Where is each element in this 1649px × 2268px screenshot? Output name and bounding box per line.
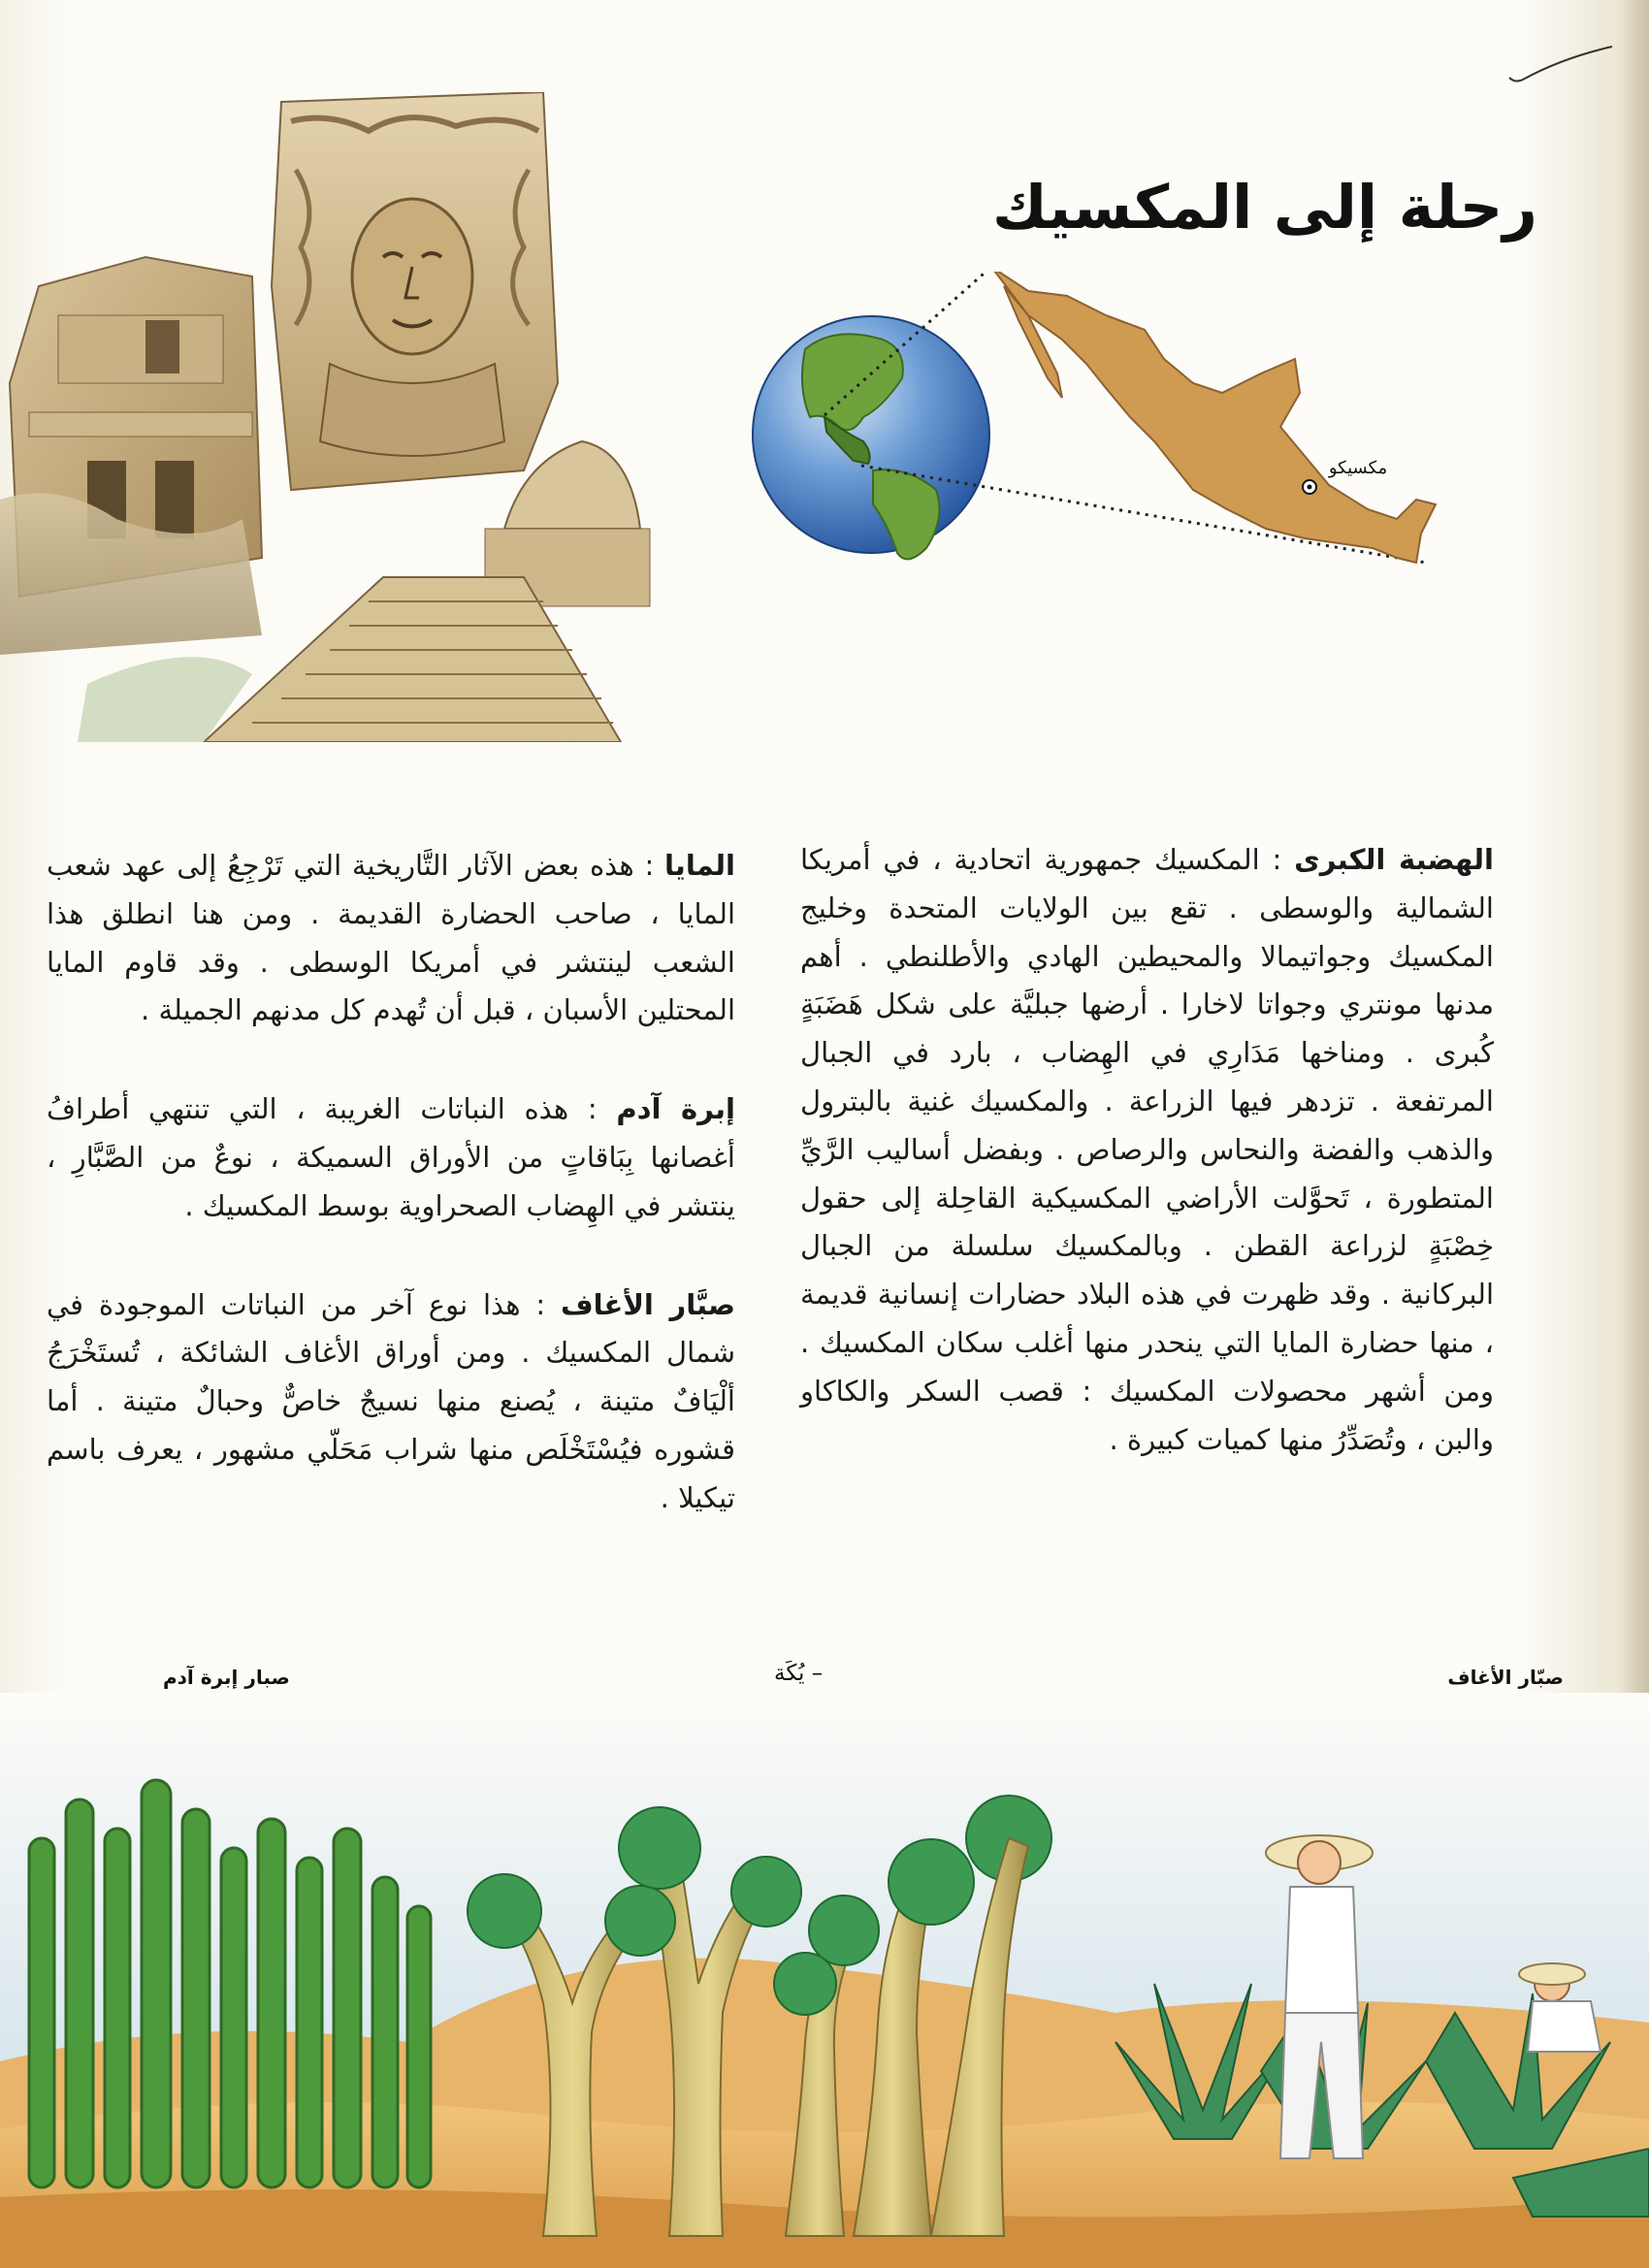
paragraph-great-plateau: [800, 836, 1494, 1464]
term-great-plateau: الهضبة الكبرى: [1294, 843, 1494, 876]
term-adams-needle: إبرة آدم: [616, 1092, 735, 1126]
paragraph-maya: [47, 842, 735, 1035]
paragraph-adams-needle: [47, 1085, 735, 1230]
label-cactus: صبار إبرة آدم: [163, 1666, 290, 1689]
text-adams-needle: : هذه النباتات الغريبة ، التي تنتهي أطرافُ أغصانها بِبَاقاتٍ من الأوراق السميكة ، نوعٌ من الصَّبَّارِ ، ينتشر في الهِضاب الصحراوية بوسط المكسيك .: [47, 1092, 735, 1222]
text-column-left: [47, 842, 735, 1523]
text-great-plateau: : المكسيك جمهورية اتحادية ، في أمريكا الشمالية والوسطى . تقع بين الولايات المتحدة وخليج المكسيك وجواتيمالا والمحيطين الهادي والأطلنطي . أهم مدنها مونتري وجواتا لاخارا . أرضها جبليَّة على شكل هَضَبَةٍ كُبرى . ومناخها مَدَارِي في الهِضاب ، بارد في الجبال المرتفعة . تزدهر فيها الزراعة . والمكسيك غنية بالبترول والذهب والفضة والنحاس والرصاص . وبفضل أساليب الرَّيِّ المتطورة ، تَحوَّلت الأراضي المكسيكية القاحِلة إلى حقول خِصْبَةٍ لزراعة القطن . وبالمكسيك سلسلة من الجبال البركانية . وقد ظهرت في هذه البلاد حضارات إنسانية قديمة ، منها حضارة المايا التي ينحدر منها أغلب سكان المكسيك . ومن أشهر محصولات المكسيك : قصب السكر والكاكاو والبن ، وتُصَدِّرُ منها كميات كبيرة .: [800, 843, 1494, 1456]
check-mark-icon: [1504, 39, 1620, 97]
term-maya: المايا: [664, 849, 735, 882]
label-agave: صبّار الأغاف: [1447, 1666, 1564, 1689]
page-title: رحلة إلى المكسيك: [992, 171, 1537, 243]
desert-landscape-illustration: [0, 1693, 1649, 2268]
text-maya: : هذه بعض الآثار التَّاريخية التي تَرْجِعُ إلى عهد شعب المايا ، صاحب الحضارة القديمة . ومن هنا انطلق هذا الشعب لينتشر في أمريكا الوسطى . وقد قاوم المايا المحتلين الأسبان ، قبل أن تُهدم كل مدنهم الجميلة .: [47, 849, 735, 1027]
text-agave: : هذا نوع آخر من النباتات الموجودة في شمال المكسيك . ومن أوراق الأغاف الشائكة ، تُستَخْرَجُ ألْيَافٌ متينة ، يُصنع منها نسيجٌ خاصٌّ وحبالٌ متينة . أما قشوره فيُسْتَخْلَص منها شراب مَحَلّي مشهور ، يعرف باسم تيكيلا .: [47, 1287, 735, 1514]
term-agave: صبَّار الأغاف: [560, 1287, 735, 1321]
mexico-city-label: مكسيكو: [1328, 458, 1388, 478]
globe-and-mexico-map: [737, 272, 1571, 698]
maya-ruins-illustration: [0, 92, 660, 742]
text-column-right: [800, 836, 1494, 1464]
mexico-map: [991, 272, 1436, 563]
label-yucca: – يُكَة: [774, 1661, 824, 1686]
paragraph-agave: [47, 1281, 735, 1523]
